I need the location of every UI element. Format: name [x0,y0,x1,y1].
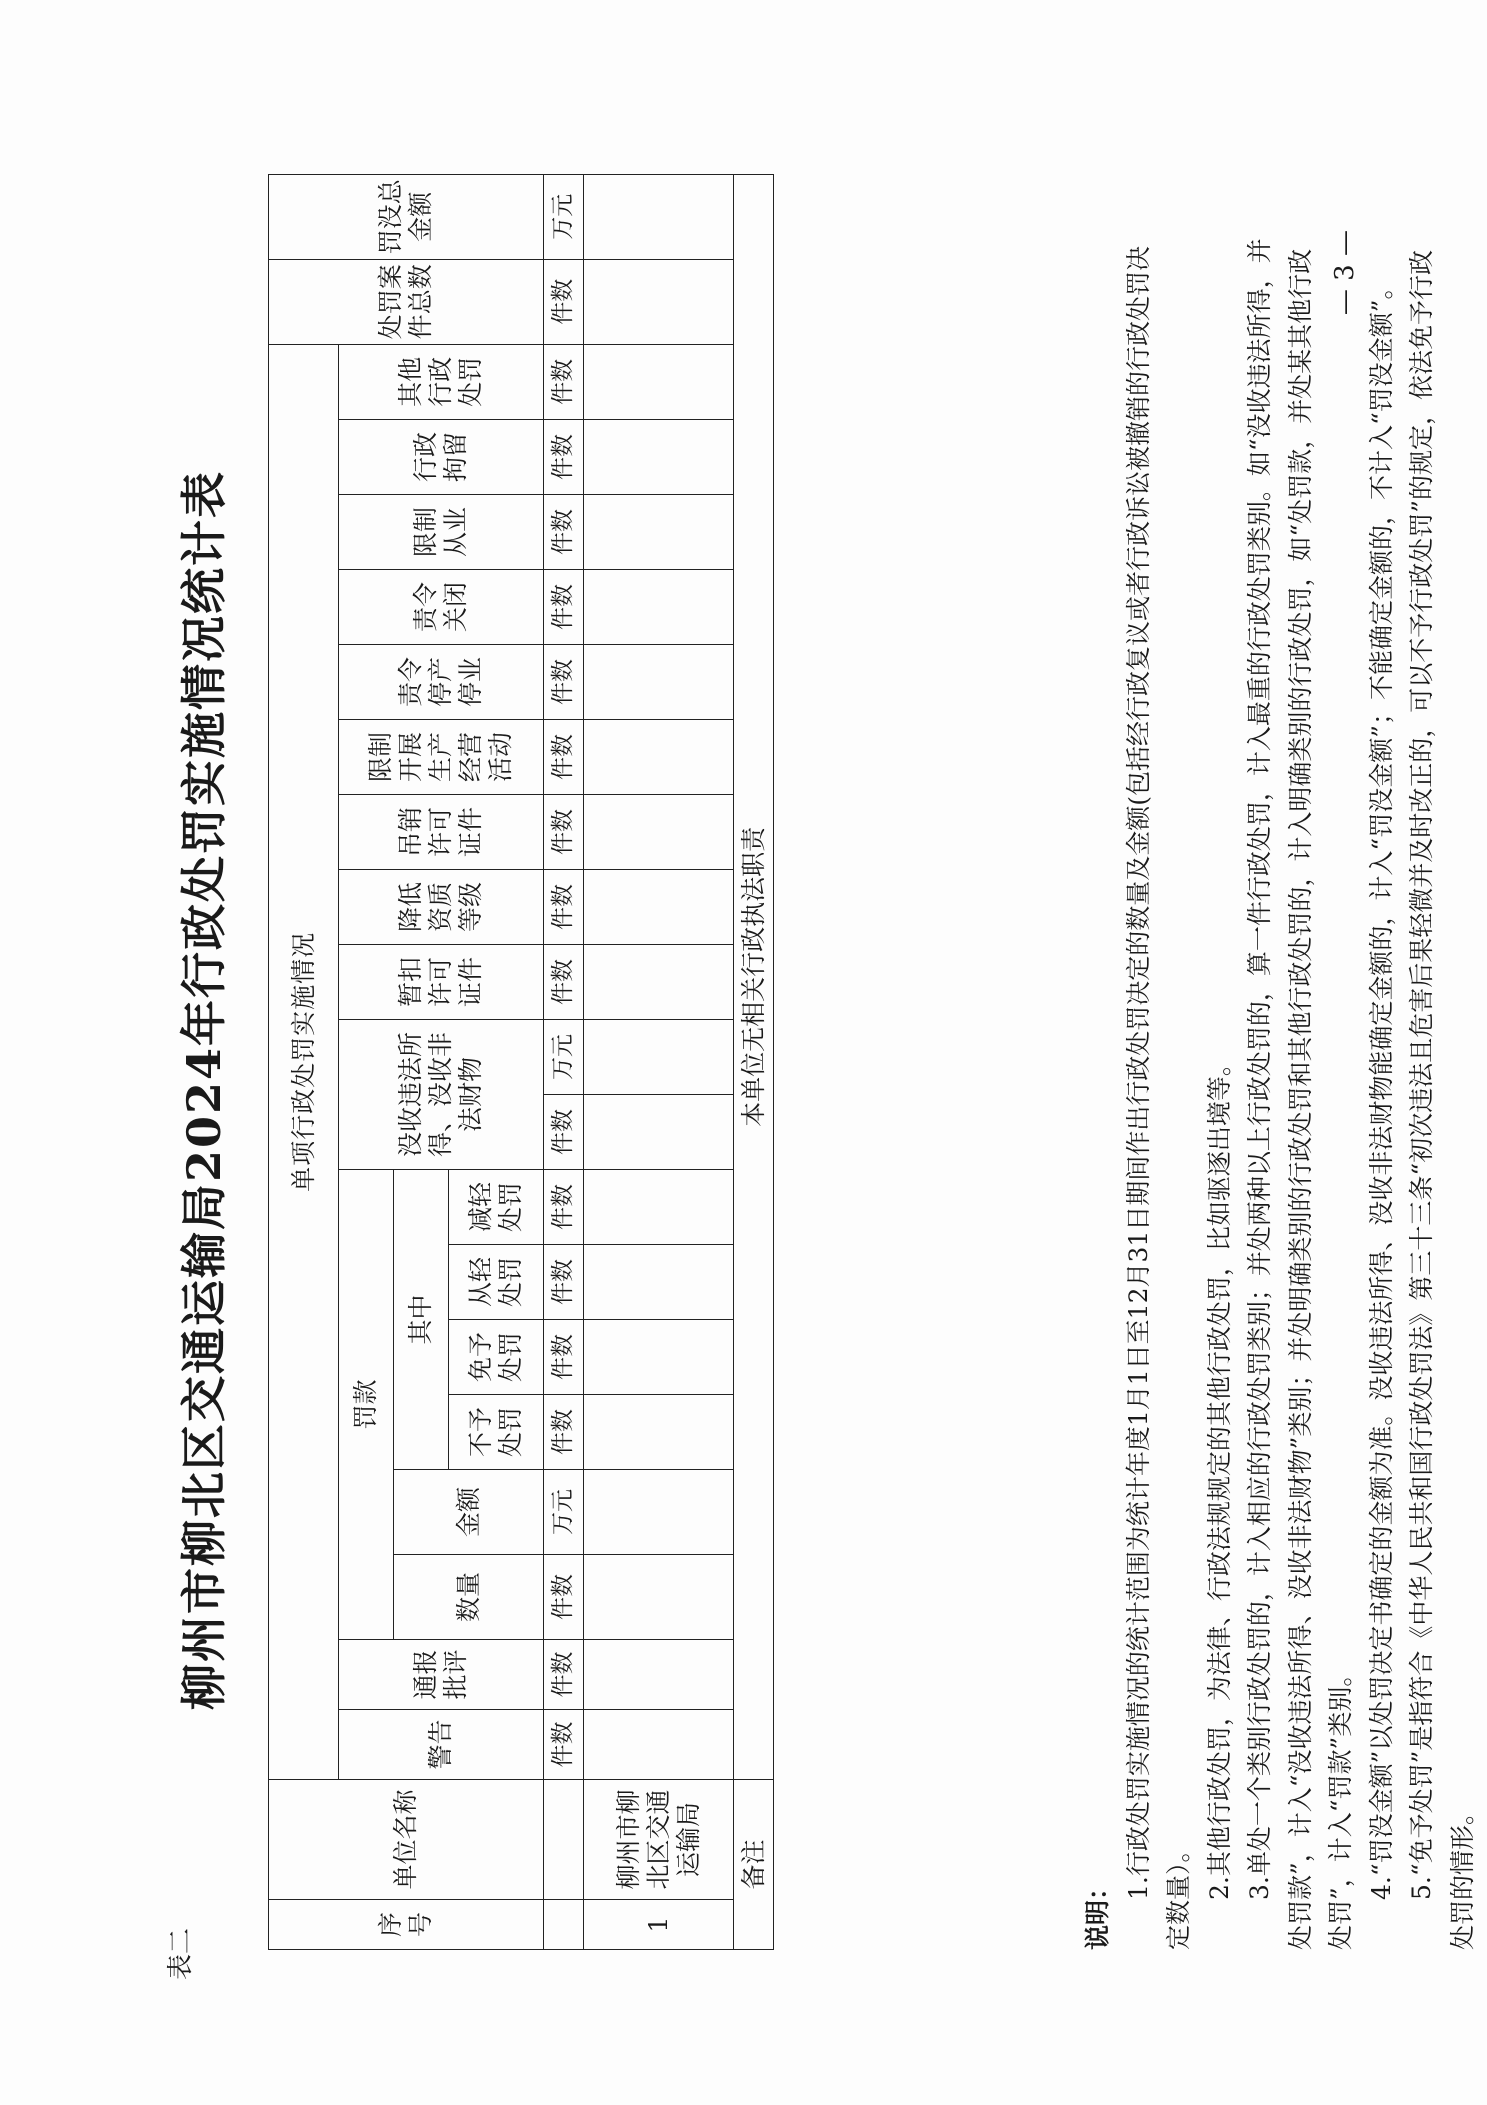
unit-cell: 件数 [544,720,584,795]
header-seq: 序号 [269,1900,544,1950]
unit-cell: 万元 [544,174,584,259]
unit-cell: 件数 [544,945,584,1020]
header-fine: 罚款 [339,1170,394,1640]
table-number: 表二 [166,1927,196,1980]
note-item: 4.“罚没金额”以处罚决定书确定的金额为准。没收违法所得、没收非法财物能确定金额的，计入“罚没金额”；不能确定金额的，不计入“罚没金额”。 [1366,274,1396,1900]
row-seq: 1 [584,1900,734,1950]
unit-cell: 万元 [544,1470,584,1555]
unit-cell: 件数 [544,344,584,419]
header-other-penalty: 其他行政处罚 [339,344,544,419]
header-restrict-employ: 限制从业 [339,495,544,570]
unit-cell: 件数 [544,1395,584,1470]
header-fine-quantity: 数量 [394,1555,544,1640]
unit-cell: 件数 [544,570,584,645]
statistics-table [268,174,774,1950]
unit-cell: 件数 [544,1245,584,1320]
unit-cell: 件数 [544,1320,584,1395]
header-confiscate: 没收违法所得、没收非法财物 [339,1020,544,1170]
header-lower-grade: 降低资质等级 [339,870,544,945]
unit-cell: 件数 [544,495,584,570]
remark-text: 本单位无相关行政执法职责 [734,174,774,1779]
header-stop-production: 责令停产停业 [339,645,544,720]
header-restrict-activity: 限制开展生产经营活动 [339,720,544,795]
header-suspend-license: 暂扣许可证件 [339,945,544,1020]
remark-label: 备注 [734,1780,774,1950]
header-reduce-penalty: 减轻处罚 [449,1170,544,1245]
unit-cell: 件数 [544,645,584,720]
notes [1078,230,1483,1950]
header-unit-name: 单位名称 [269,1780,544,1900]
unit-cell: 件数 [544,259,584,344]
rotated-sheet [150,179,1477,1990]
header-notice-criticism: 通报批评 [339,1640,544,1710]
document-title: 柳州市柳北区交通运输局2024年行政处罚实施情况统计表 [177,469,231,1711]
page-number: — 3 — [1330,230,1360,316]
header-single-penalty: 单项行政处罚实施情况 [269,344,339,1779]
header-among: 其中 [394,1170,449,1470]
table-row [584,174,734,1949]
header-close: 责令关闭 [339,570,544,645]
header-revoke-license: 吊销许可证件 [339,795,544,870]
header-exempt-penalty: 免予处罚 [449,1320,544,1395]
unit-cell: 件数 [544,795,584,870]
header-total-amount: 罚没总金额 [269,174,544,259]
unit-cell: 件数 [544,1095,584,1170]
unit-cell: 件数 [544,1170,584,1245]
unit-cell: 件数 [544,1710,584,1780]
unit-cell: 件数 [544,420,584,495]
unit-cell: 件数 [544,870,584,945]
note-item: 2.其他行政处罚，为法律、行政法规规定的其他行政处罚，比如驱逐出境等。 [1204,1051,1234,1900]
note-item: 1.行政处罚实施情况的统计范围为统计年度1月1日至12月31日期间作出行政处罚决定的数量及金额(包括经行政复议或者行政诉讼被撤销的行政处罚决定数量）。 [1123,245,1193,1950]
note-item: 3.单处一个类别行政处罚的，计入相应的行政处罚类别；并处两种以上行政处罚的，算一件行政处罚，计入最重的行政处罚类别。如“没收违法所得，并处罚款”，计入“没收违法所得、没收非法财物”类别；并处明确类别的行政处罚和其他行政处罚的，计入明确类别的行政处罚，如“处罚款，并处某其他行政处罚”，计入“罚款”类别。 [1245,238,1355,1950]
row-unit-name: 柳州市柳北区交通运输局 [584,1780,734,1900]
notes-heading: 说明： [1083,1874,1112,1950]
header-fine-amount: 金额 [394,1470,544,1555]
header-light-penalty: 从轻处罚 [449,1245,544,1320]
unit-cell: 件数 [544,1640,584,1710]
header-total-cases: 处罚案件总数 [269,259,544,344]
header-no-penalty: 不予处罚 [449,1395,544,1470]
unit-cell: 件数 [544,1555,584,1640]
unit-cell: 万元 [544,1020,584,1095]
header-detain: 行政拘留 [339,420,544,495]
header-warning: 警告 [339,1710,544,1780]
note-item: 5.“免予处罚”是指符合《中华人民共和国行政处罚法》第三十三条“初次违法且危害后果轻微并及时改正的，可以不予行政处罚”的规定，依法免予行政处罚的情形。 [1407,250,1477,1950]
